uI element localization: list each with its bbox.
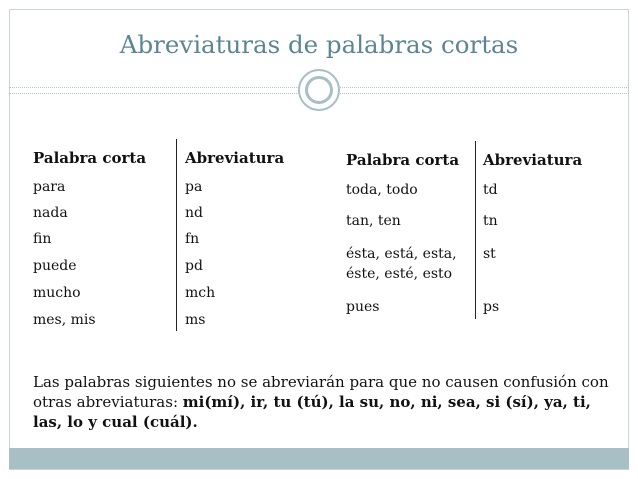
table-cell: para [33,179,66,195]
note-bold-words: mi(mí), ir, tu (tú), la su, no, ni, sea, si (sí), ya, ti, las, lo y cual (cuál). [33,393,591,431]
table-cell: pd [185,258,203,274]
table-cell: toda, todo [346,182,418,198]
note-text: Las palabras siguientes no se abreviarán para que no causen confusión con otras abreviaturas: [33,373,609,411]
table-cell: nd [185,205,203,221]
table-cell: mch [185,285,216,301]
decorative-circle-icon [298,69,340,111]
table-cell: nada [33,205,68,221]
footer-band [9,448,629,469]
table-left-header-abbr: Abreviatura [185,149,285,167]
table-left-divider [176,139,177,331]
table-cell: pues [346,299,380,315]
table-cell: mucho [33,285,81,301]
table-left-header-word: Palabra corta [33,149,147,167]
slide-title: Abreviaturas de palabras cortas [119,30,519,59]
table-cell: ps [483,299,500,315]
table-cell: td [483,182,498,198]
table-cell: pa [185,179,203,195]
note-paragraph [33,372,613,432]
table-right-header-abbr: Abreviatura [483,151,583,169]
table-right-header-word: Palabra corta [346,151,460,169]
table-cell: éste, esté, esto [346,266,453,282]
table-cell: fin [33,231,52,247]
table-cell: st [483,246,496,262]
table-cell: fn [185,231,200,247]
table-cell: ms [185,312,206,328]
decorative-ring-icon [305,76,333,104]
table-right-divider [475,141,476,319]
table-cell: ésta, está, esta, [346,246,457,262]
table-cell: tan, ten [346,213,401,229]
table-cell: puede [33,258,77,274]
table-cell: tn [483,213,498,229]
table-cell: mes, mis [33,312,96,328]
